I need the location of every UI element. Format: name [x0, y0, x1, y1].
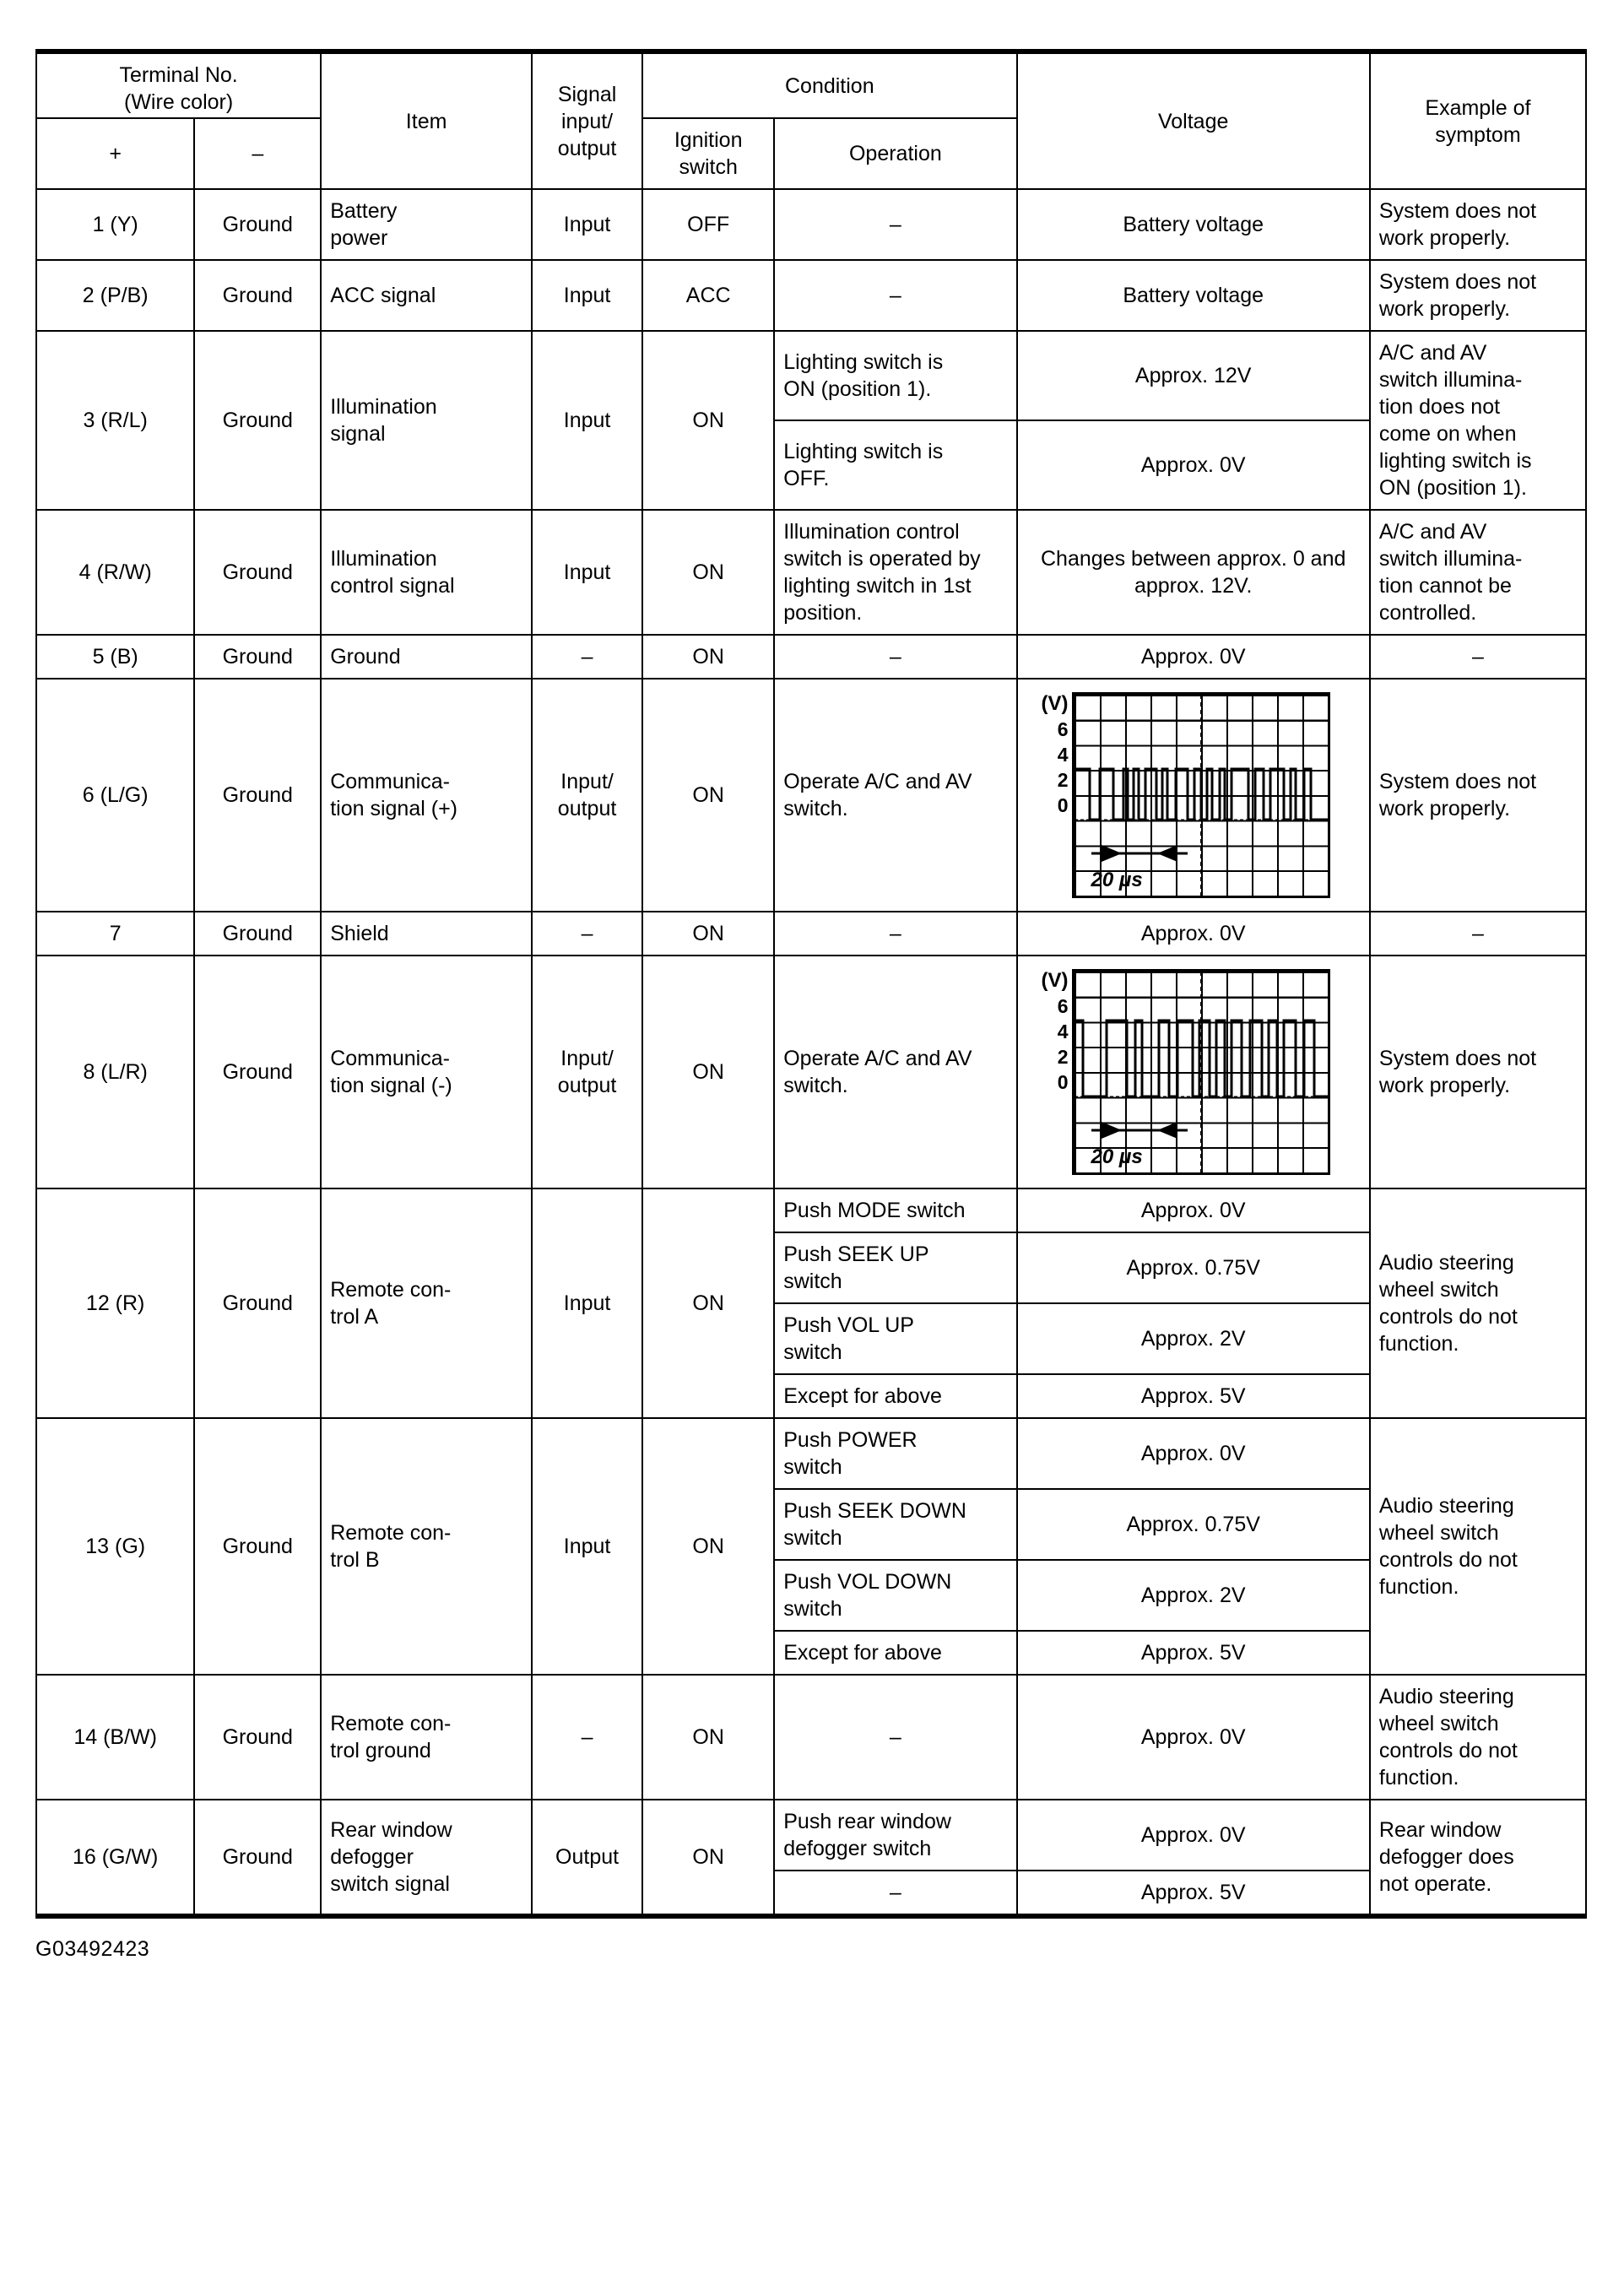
cell-operation-line: switch [783, 1270, 842, 1293]
cell-voltage-line: Approx. 5V [1140, 1641, 1246, 1665]
cell-example-of-symptom-line: tion does not [1378, 395, 1501, 419]
cell-voltage [1017, 956, 1370, 1188]
cell-operation-line: Operate A/C and AV switch. [783, 770, 972, 820]
cell-example-of-symptom [1370, 1418, 1586, 1675]
cell-example-of-symptom-line: work properly. [1378, 226, 1511, 250]
cell-example-of-symptom-line: – [1471, 922, 1484, 945]
cell-voltage [1017, 912, 1370, 956]
waveform-grid [1072, 692, 1330, 898]
cell-operation-line: Push SEEK DOWN [783, 1499, 966, 1523]
cell-signal-io [532, 189, 642, 260]
cell-example-of-symptom [1370, 635, 1586, 679]
cell-signal-io-line: output [557, 1074, 617, 1097]
cell-voltage [1017, 510, 1370, 635]
cell-terminal-minus: Ground [194, 1675, 321, 1800]
cell-operation-line: – [889, 1881, 901, 1904]
cell-operation [774, 1675, 1016, 1800]
cell-operation [774, 635, 1016, 679]
cell-voltage-line: Approx. 2V [1140, 1584, 1246, 1607]
header-symptom-line1: Example of [1425, 95, 1531, 120]
cell-operation-line: – [889, 645, 901, 669]
cell-voltage-line: Battery voltage [1123, 213, 1264, 236]
cell-operation-line: Lighting switch is [783, 440, 944, 463]
cell-item-line: defogger [330, 1845, 414, 1869]
cell-voltage-line: Approx. 0V [1140, 645, 1246, 669]
waveform-y-axis [1042, 969, 1069, 1095]
cell-signal-io [532, 679, 642, 912]
cell-terminal-no: 6 (L/G) [36, 679, 194, 912]
cell-item-line: tion signal (+) [330, 797, 457, 820]
cell-item-line: power [330, 226, 388, 250]
cell-voltage [1017, 635, 1370, 679]
cell-voltage [1017, 1631, 1370, 1675]
cell-example-of-symptom [1370, 1675, 1586, 1800]
cell-voltage [1017, 189, 1370, 260]
cell-signal-io-line: – [581, 645, 593, 669]
cell-operation [774, 510, 1016, 635]
cell-operation [774, 679, 1016, 912]
cell-ignition-switch: ON [642, 912, 774, 956]
waveform-y-tick: 2 [1057, 768, 1069, 791]
waveform-y-axis [1042, 692, 1069, 818]
cell-signal-io-line: output [557, 797, 617, 820]
table-row [36, 1188, 1586, 1232]
cell-signal-io [532, 1675, 642, 1800]
waveform-y-axis-unit: (V) [1041, 969, 1069, 992]
header-signal-io-line1: Signal [557, 82, 617, 106]
header-condition: Condition [642, 51, 1016, 118]
cell-voltage-line: Battery voltage [1123, 284, 1264, 307]
cell-operation-line: switch [783, 1526, 842, 1550]
cell-ignition-switch: ON [642, 1418, 774, 1675]
cell-example-of-symptom [1370, 912, 1586, 956]
cell-terminal-minus: Ground [194, 260, 321, 331]
cell-operation [774, 956, 1016, 1188]
cell-ignition-switch: ON [642, 1800, 774, 1916]
cell-voltage-line: Approx. 2V [1140, 1327, 1246, 1351]
header-signal-io-line2: input/ [560, 109, 614, 133]
cell-example-of-symptom [1370, 956, 1586, 1188]
cell-operation-line: defogger switch [783, 1837, 932, 1860]
table-row [36, 635, 1586, 679]
waveform-y-tick: 4 [1057, 743, 1069, 766]
table-row [36, 956, 1586, 1188]
cell-terminal-no: 13 (G) [36, 1418, 194, 1675]
cell-ignition-switch: ON [642, 331, 774, 510]
cell-example-of-symptom [1370, 331, 1586, 510]
cell-voltage [1017, 1800, 1370, 1871]
cell-terminal-no: 5 (B) [36, 635, 194, 679]
cell-signal-io [532, 1800, 642, 1916]
cell-item [321, 635, 532, 679]
cell-example-of-symptom [1370, 260, 1586, 331]
waveform-y-tick: 2 [1057, 1045, 1069, 1068]
cell-terminal-no: 2 (P/B) [36, 260, 194, 331]
cell-item [321, 1675, 532, 1800]
cell-example-of-symptom-line: controls do not [1378, 1305, 1518, 1329]
cell-ignition-switch: ON [642, 510, 774, 635]
table-row [36, 260, 1586, 331]
table-row [36, 189, 1586, 260]
cell-operation [774, 1418, 1016, 1489]
cell-item [321, 1800, 532, 1916]
cell-example-of-symptom [1370, 679, 1586, 912]
cell-operation [774, 1489, 1016, 1560]
cell-operation [774, 1188, 1016, 1232]
table-row [36, 912, 1586, 956]
cell-voltage [1017, 1675, 1370, 1800]
cell-terminal-minus: Ground [194, 912, 321, 956]
cell-example-of-symptom-line: function. [1378, 1332, 1459, 1356]
cell-example-of-symptom-line: controlled. [1378, 601, 1477, 625]
cell-voltage [1017, 1560, 1370, 1631]
table-row [36, 1800, 1586, 1871]
cell-item-line: trol B [330, 1548, 380, 1572]
waveform-communication-signal-plus [1026, 687, 1361, 903]
table-row [36, 679, 1586, 912]
cell-item-line: trol ground [330, 1739, 431, 1762]
waveform-y-tick: 6 [1057, 717, 1069, 740]
terminal-inspection-table [35, 49, 1587, 1919]
cell-terminal-minus: Ground [194, 189, 321, 260]
waveform-y-tick: 0 [1057, 793, 1069, 816]
waveform-time-marker-label: 20 μs [1091, 869, 1143, 892]
cell-signal-io-line: Input [563, 560, 611, 584]
cell-voltage [1017, 331, 1370, 420]
cell-voltage [1017, 1303, 1370, 1374]
cell-item-line: signal [330, 422, 386, 446]
cell-ignition-switch: ON [642, 635, 774, 679]
cell-example-of-symptom [1370, 1800, 1586, 1916]
cell-item [321, 1188, 532, 1418]
cell-item [321, 260, 532, 331]
figure-reference-code: G03492423 [35, 1937, 150, 1961]
cell-item-line: Rear window [330, 1818, 452, 1842]
cell-operation-line: switch [783, 1597, 842, 1621]
cell-signal-io-line: – [581, 1725, 593, 1749]
cell-signal-io-line: Input [563, 1291, 611, 1315]
cell-operation-line: – [889, 922, 901, 945]
cell-item [321, 912, 532, 956]
cell-signal-io-line: Output [555, 1845, 620, 1869]
cell-example-of-symptom-line: System does not [1378, 270, 1537, 294]
cell-operation-line: Push MODE switch [783, 1199, 966, 1222]
cell-example-of-symptom-line: A/C and AV [1378, 341, 1487, 365]
waveform-communication-signal-minus [1026, 964, 1361, 1180]
cell-operation [774, 1631, 1016, 1675]
cell-signal-io-line: Input [563, 213, 611, 236]
waveform-y-tick: 4 [1057, 1020, 1069, 1042]
cell-signal-io-line: – [581, 922, 593, 945]
cell-voltage-line: Approx. 0V [1140, 1199, 1246, 1222]
cell-voltage-line: Approx. 0.75V [1126, 1513, 1260, 1536]
cell-ignition-switch: ON [642, 956, 774, 1188]
cell-item [321, 510, 532, 635]
cell-operation [774, 331, 1016, 420]
cell-example-of-symptom-line: lighting switch is [1378, 449, 1532, 473]
cell-voltage-line: Approx. 0V [1140, 1725, 1246, 1749]
cell-example-of-symptom-line: System does not [1378, 770, 1537, 793]
waveform-y-axis-unit: (V) [1041, 692, 1069, 715]
cell-item-line: switch signal [330, 1872, 450, 1896]
cell-operation-line: switch [783, 1340, 842, 1364]
cell-item [321, 1418, 532, 1675]
cell-operation [774, 260, 1016, 331]
cell-operation [774, 189, 1016, 260]
cell-operation-line: – [889, 284, 901, 307]
waveform-trigger-line [1200, 972, 1203, 1172]
cell-operation-line: OFF. [783, 467, 830, 490]
cell-example-of-symptom-line: controls do not [1378, 1548, 1518, 1572]
cell-operation-line: Push POWER [783, 1428, 918, 1452]
cell-signal-io [532, 510, 642, 635]
cell-example-of-symptom-line: System does not [1378, 1047, 1537, 1070]
cell-terminal-minus: Ground [194, 1418, 321, 1675]
header-terminal-no-line2: (Wire color) [124, 90, 234, 114]
header-signal-io-line3: output [557, 136, 617, 160]
cell-operation-line: Push VOL DOWN [783, 1570, 952, 1594]
cell-operation-line: Lighting switch is [783, 350, 944, 374]
cell-operation [774, 1374, 1016, 1418]
table-row [36, 1675, 1586, 1800]
cell-item [321, 956, 532, 1188]
header-ignition-line1: Ignition [674, 128, 743, 152]
cell-ignition-switch: OFF [642, 189, 774, 260]
cell-example-of-symptom-line: switch illumina- [1378, 547, 1523, 571]
cell-signal-io-line: Input [563, 409, 611, 432]
cell-item-line: trol A [330, 1305, 379, 1329]
waveform-y-tick: 0 [1057, 1070, 1069, 1093]
cell-item-line: Illumination [330, 547, 437, 571]
cell-voltage [1017, 679, 1370, 912]
cell-example-of-symptom-line: ON (position 1). [1378, 476, 1527, 500]
cell-example-of-symptom-line: come on when [1378, 422, 1517, 446]
cell-terminal-no: 14 (B/W) [36, 1675, 194, 1800]
cell-item [321, 189, 532, 260]
cell-voltage-line: Approx. 0V [1140, 922, 1246, 945]
cell-operation [774, 1560, 1016, 1631]
cell-terminal-minus: Ground [194, 510, 321, 635]
header-terminal-no-line1: Terminal No. [119, 63, 238, 87]
cell-operation [774, 1871, 1016, 1916]
cell-item [321, 679, 532, 912]
cell-signal-io [532, 260, 642, 331]
cell-item-line: Remote con- [330, 1278, 452, 1302]
header-example-of-symptom [1370, 51, 1586, 189]
cell-voltage [1017, 1232, 1370, 1303]
cell-voltage-line: Approx. 0V [1140, 1823, 1246, 1847]
cell-operation-line: Except for above [783, 1384, 942, 1408]
cell-voltage [1017, 1489, 1370, 1560]
cell-operation-line: – [889, 1725, 901, 1749]
cell-terminal-minus: Ground [194, 679, 321, 912]
cell-example-of-symptom-line: Audio steering [1378, 1251, 1514, 1275]
cell-item-line: Communica- [330, 1047, 450, 1070]
cell-ignition-switch: ON [642, 1188, 774, 1418]
cell-voltage [1017, 420, 1370, 510]
table-body [36, 189, 1586, 1916]
cell-item-line: Communica- [330, 770, 450, 793]
cell-example-of-symptom-line: switch illumina- [1378, 368, 1523, 392]
cell-terminal-minus: Ground [194, 1800, 321, 1916]
cell-example-of-symptom-line: controls do not [1378, 1739, 1518, 1762]
cell-voltage [1017, 1188, 1370, 1232]
cell-terminal-no: 8 (L/R) [36, 956, 194, 1188]
header-minus: – [194, 118, 321, 189]
table-row [36, 510, 1586, 635]
cell-example-of-symptom-line: work properly. [1378, 1074, 1511, 1097]
cell-operation [774, 1800, 1016, 1871]
cell-example-of-symptom-line: A/C and AV [1378, 520, 1487, 544]
cell-example-of-symptom-line: Audio steering [1378, 1685, 1514, 1708]
cell-ignition-switch: ACC [642, 260, 774, 331]
cell-operation-line: Push SEEK UP [783, 1243, 929, 1266]
waveform-time-marker-label: 20 μs [1091, 1145, 1143, 1169]
cell-item-line: tion signal (-) [330, 1074, 452, 1097]
cell-signal-io [532, 635, 642, 679]
cell-terminal-no: 16 (G/W) [36, 1800, 194, 1916]
cell-signal-io [532, 331, 642, 510]
cell-ignition-switch: ON [642, 1675, 774, 1800]
cell-signal-io [532, 956, 642, 1188]
cell-voltage-line: Approx. 0V [1140, 1442, 1246, 1465]
header-operation: Operation [774, 118, 1016, 189]
table-row [36, 331, 1586, 420]
cell-example-of-symptom-line: not operate. [1378, 1872, 1492, 1896]
cell-signal-io [532, 1418, 642, 1675]
cell-item-line: Battery [330, 199, 398, 223]
cell-example-of-symptom-line: work properly. [1378, 297, 1511, 321]
cell-operation-line: Illumination control switch is operated by lighting switch in 1st position. [783, 520, 981, 625]
header-row-1 [36, 51, 1586, 118]
header-terminal-no [36, 51, 321, 118]
cell-item [321, 331, 532, 510]
cell-operation-line: switch [783, 1455, 842, 1479]
cell-example-of-symptom [1370, 189, 1586, 260]
cell-example-of-symptom-line: function. [1378, 1766, 1459, 1789]
cell-voltage-line: Approx. 12V [1134, 364, 1252, 387]
cell-voltage-line: Approx. 0V [1140, 453, 1246, 477]
cell-terminal-no: 1 (Y) [36, 189, 194, 260]
cell-operation [774, 1303, 1016, 1374]
cell-signal-io-line: Input [563, 1535, 611, 1558]
waveform-trigger-line [1200, 695, 1203, 896]
cell-terminal-minus: Ground [194, 956, 321, 1188]
cell-operation-line: – [889, 213, 901, 236]
cell-item-line: control signal [330, 574, 455, 598]
cell-voltage-line: Approx. 5V [1140, 1881, 1246, 1904]
cell-signal-io [532, 1188, 642, 1418]
cell-example-of-symptom [1370, 1188, 1586, 1418]
cell-operation [774, 912, 1016, 956]
cell-item-line: ACC signal [330, 284, 436, 307]
cell-example-of-symptom-line: defogger does [1378, 1845, 1514, 1869]
cell-operation [774, 1232, 1016, 1303]
waveform-grid [1072, 969, 1330, 1175]
cell-operation-line: Except for above [783, 1641, 942, 1665]
cell-example-of-symptom-line: – [1471, 645, 1484, 669]
table-header [36, 51, 1586, 189]
cell-terminal-no: 4 (R/W) [36, 510, 194, 635]
waveform-y-tick: 6 [1057, 994, 1069, 1017]
cell-terminal-no: 7 [36, 912, 194, 956]
cell-example-of-symptom-line: wheel switch [1378, 1521, 1499, 1545]
table-row [36, 1418, 1586, 1489]
cell-voltage [1017, 1871, 1370, 1916]
cell-signal-io-line: Input [563, 284, 611, 307]
header-ignition-switch [642, 118, 774, 189]
cell-voltage-line: Approx. 0.75V [1126, 1256, 1260, 1280]
cell-ignition-switch: ON [642, 679, 774, 912]
cell-example-of-symptom [1370, 510, 1586, 635]
cell-terminal-minus: Ground [194, 331, 321, 510]
header-ignition-line2: switch [679, 155, 738, 179]
cell-voltage [1017, 260, 1370, 331]
cell-voltage [1017, 1374, 1370, 1418]
cell-example-of-symptom-line: Audio steering [1378, 1494, 1514, 1518]
cell-signal-io [532, 912, 642, 956]
header-symptom-line2: symptom [1435, 122, 1521, 147]
cell-item-line: Illumination [330, 395, 437, 419]
cell-operation [774, 420, 1016, 510]
cell-terminal-minus: Ground [194, 635, 321, 679]
header-plus: + [36, 118, 194, 189]
cell-item-line: Remote con- [330, 1712, 452, 1735]
cell-example-of-symptom-line: wheel switch [1378, 1712, 1499, 1735]
cell-voltage-line: Changes between approx. 0 and approx. 12V. [1041, 547, 1346, 598]
cell-voltage-line: Approx. 5V [1140, 1384, 1246, 1408]
cell-terminal-minus: Ground [194, 1188, 321, 1418]
cell-operation-line: Operate A/C and AV switch. [783, 1047, 972, 1097]
cell-signal-io-line: Input/ [560, 770, 614, 793]
cell-example-of-symptom-line: tion cannot be [1378, 574, 1512, 598]
cell-terminal-no: 3 (R/L) [36, 331, 194, 510]
cell-example-of-symptom-line: function. [1378, 1575, 1459, 1599]
header-item: Item [321, 51, 532, 189]
cell-terminal-no: 12 (R) [36, 1188, 194, 1418]
cell-example-of-symptom-line: System does not [1378, 199, 1537, 223]
cell-operation-line: Push rear window [783, 1810, 951, 1833]
cell-operation-line: Push VOL UP [783, 1313, 914, 1337]
cell-operation-line: ON (position 1). [783, 377, 932, 401]
cell-item-line: Ground [330, 645, 401, 669]
cell-voltage [1017, 1418, 1370, 1489]
cell-signal-io-line: Input/ [560, 1047, 614, 1070]
cell-example-of-symptom-line: work properly. [1378, 797, 1511, 820]
cell-example-of-symptom-line: Rear window [1378, 1818, 1502, 1842]
cell-example-of-symptom-line: wheel switch [1378, 1278, 1499, 1302]
cell-item-line: Shield [330, 922, 389, 945]
header-signal-io [532, 51, 642, 189]
cell-item-line: Remote con- [330, 1521, 452, 1545]
header-voltage: Voltage [1017, 51, 1370, 189]
